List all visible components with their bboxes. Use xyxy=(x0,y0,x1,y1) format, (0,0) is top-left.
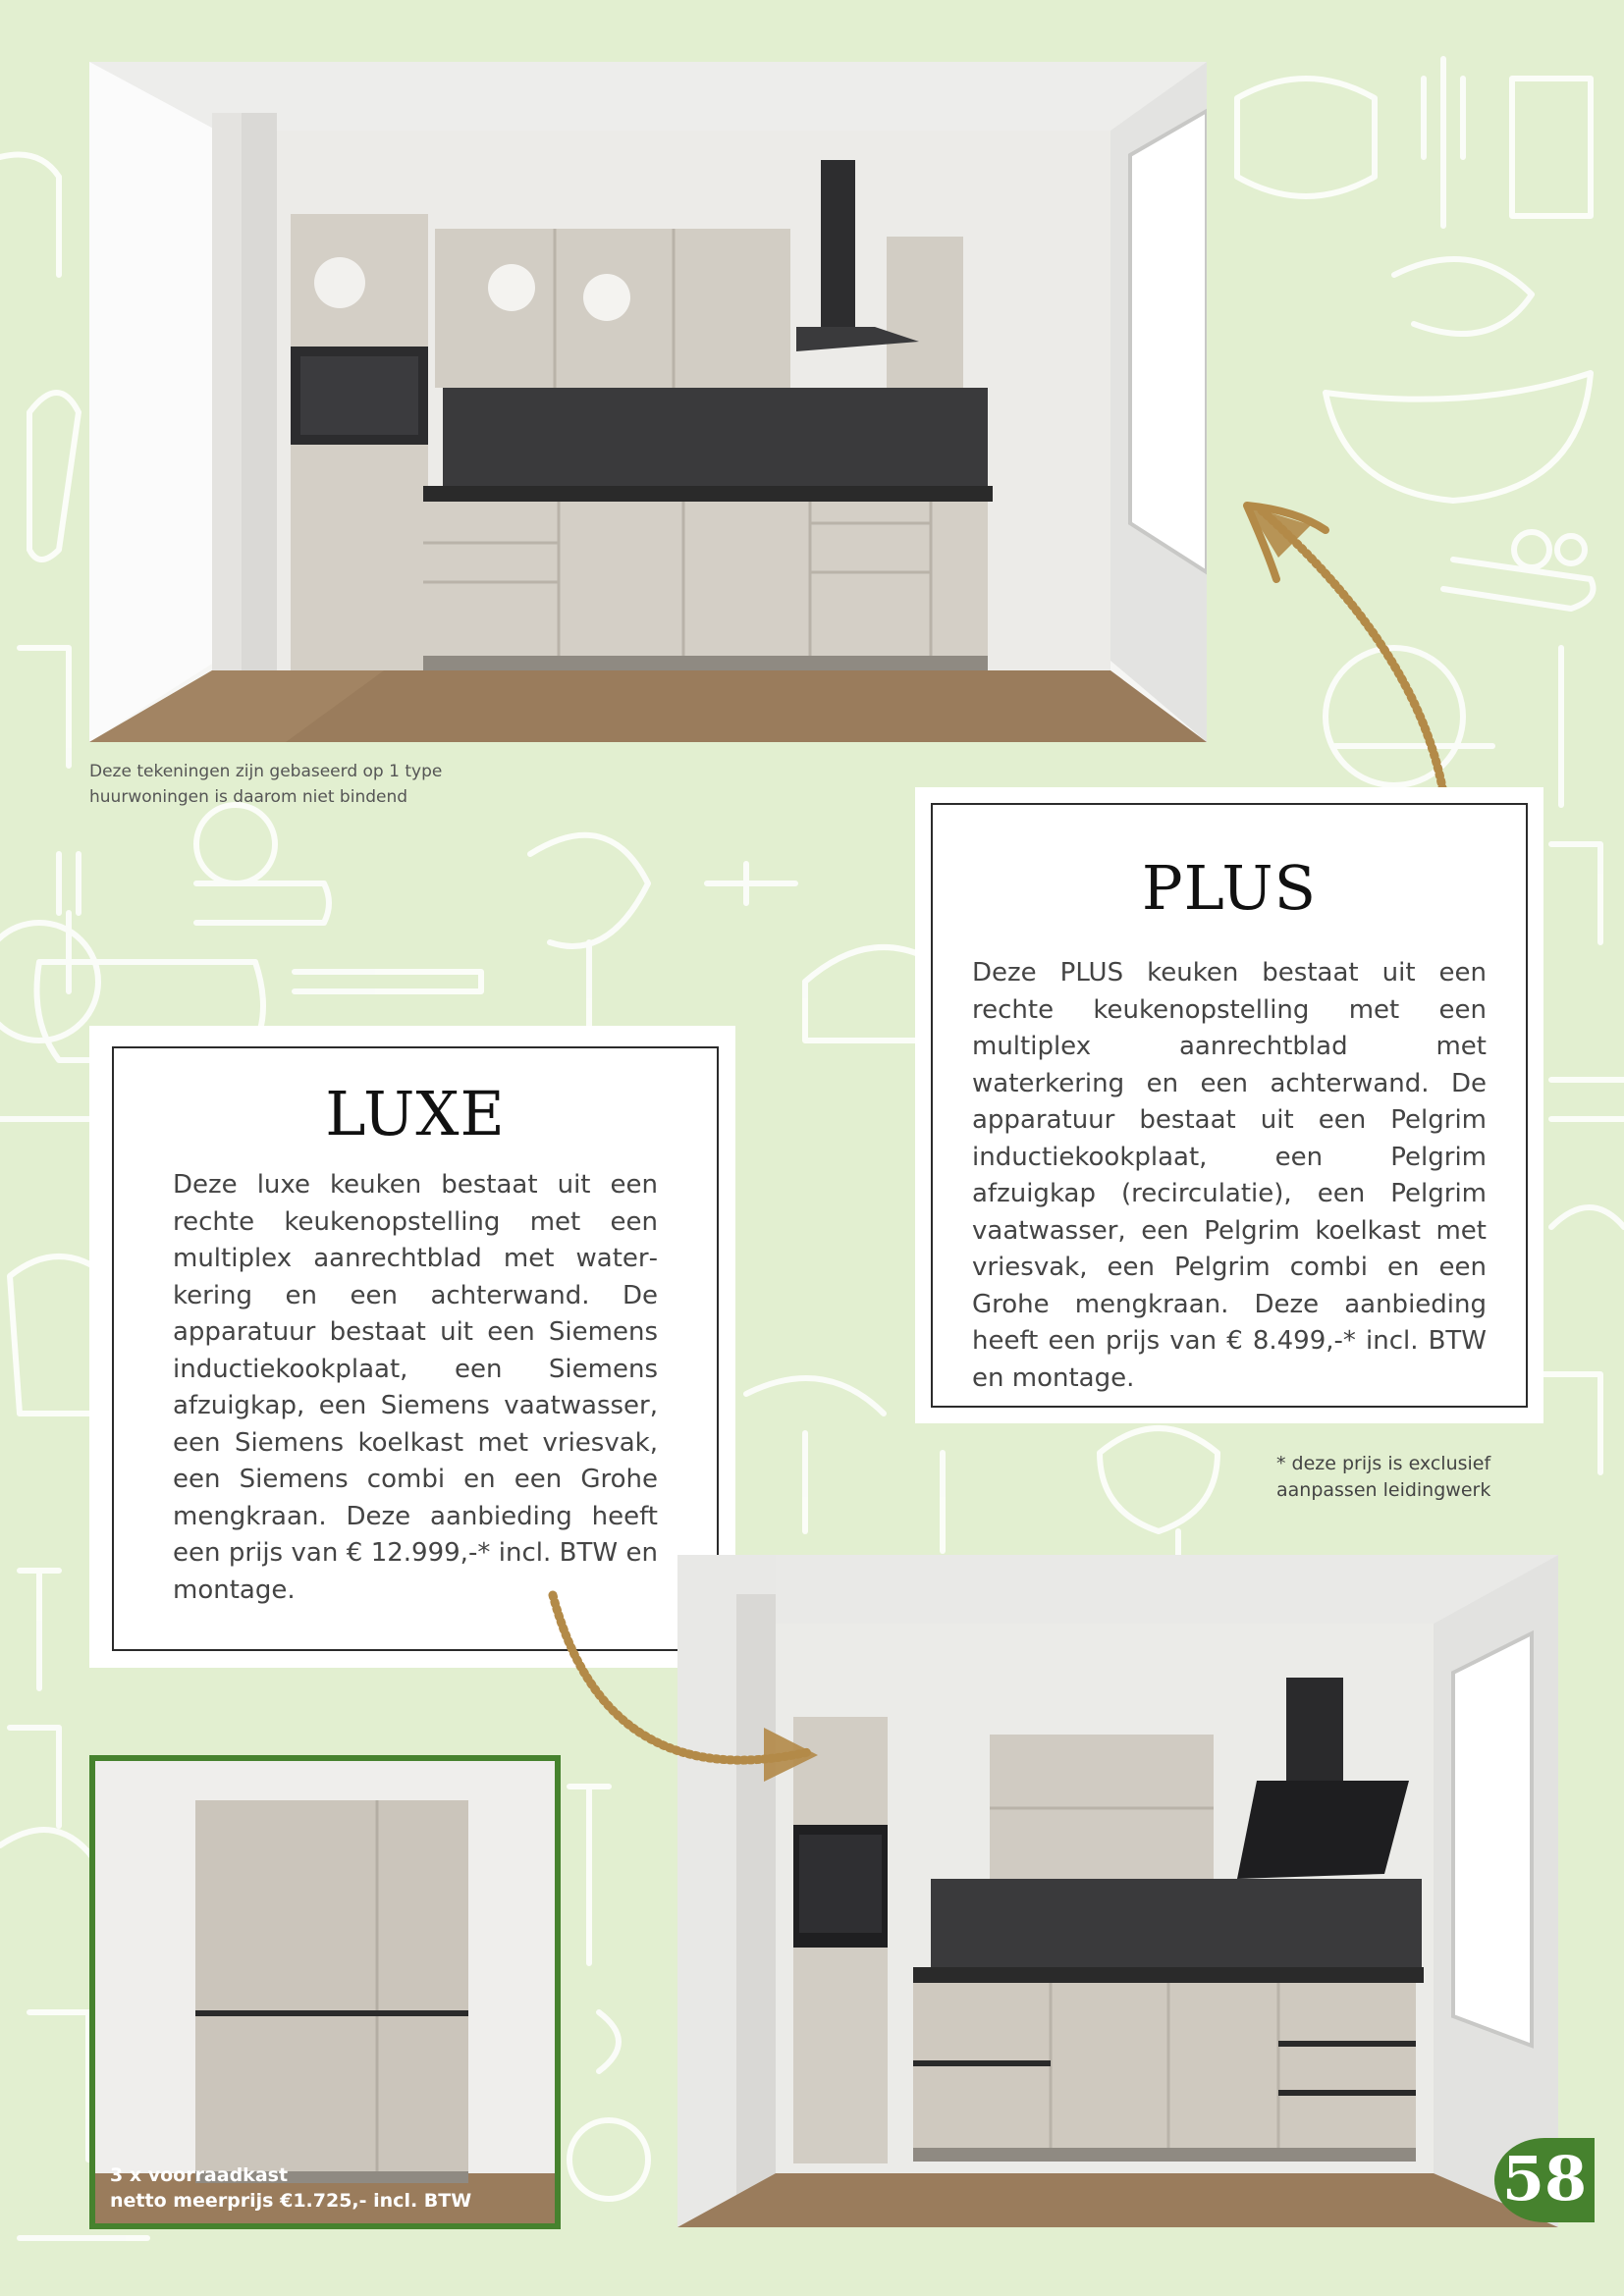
luxe-title: LUXE xyxy=(325,1078,506,1149)
pantry-option-quantity: 3 x voorraadkast xyxy=(110,2164,289,2186)
luxe-description: Deze luxe keuken bestaat uit een rechte keukenopstelling met een multiplex aanrechtblad met waterkering en een achterwand. De apparatuur bestaat uit een Siemens inductiekookplaat, een Siemens afzuigkap, een Siemens vaatwasser, een Siemens koelkast met vriesvak, een Siemens combi en een Grohe mengkraan. Deze aanbieding heeft een prijs van € 12.999,-* incl. BTW en montage. xyxy=(173,1170,658,1605)
plus-title: PLUS xyxy=(1141,852,1318,924)
plus-card xyxy=(915,787,1543,1423)
gold-arrow-luxe xyxy=(538,1580,833,1816)
plus-description: Deze PLUS keuken bestaat uit een rechte keukenopstelling met een multiplex aanrechtblad met waterkering en een achterwand. De apparatuur bestaat uit een Pelgrim inductiekookplaat, een Pelgrim afzuigkap (recirculatie), een Pelgrim vaatwasser, een Pelgrim koelkast met vriesvak, een Pelgrim combi en een Grohe mengkraan. Deze aanbieding heeft een prijs van € 8.499,-* incl. BTW en montage. xyxy=(972,958,1487,1393)
pantry-cabinets-render xyxy=(89,1755,561,2229)
price-note: * deze prijs is exclusief aanpassen leidingwerk xyxy=(1276,1453,1491,1501)
luxe-card xyxy=(89,1026,735,1668)
pantry-option-caption xyxy=(110,2163,522,2214)
plus-kitchen-render xyxy=(89,62,1207,742)
page-number: 58 xyxy=(1501,2143,1588,2215)
pantry-option-price: netto meerprijs €1.725,- incl. BTW xyxy=(110,2190,472,2212)
plan-disclaimer: Deze tekeningen zijn gebaseerd op 1 type huurwoningen is daarom niet bindend xyxy=(89,762,443,807)
